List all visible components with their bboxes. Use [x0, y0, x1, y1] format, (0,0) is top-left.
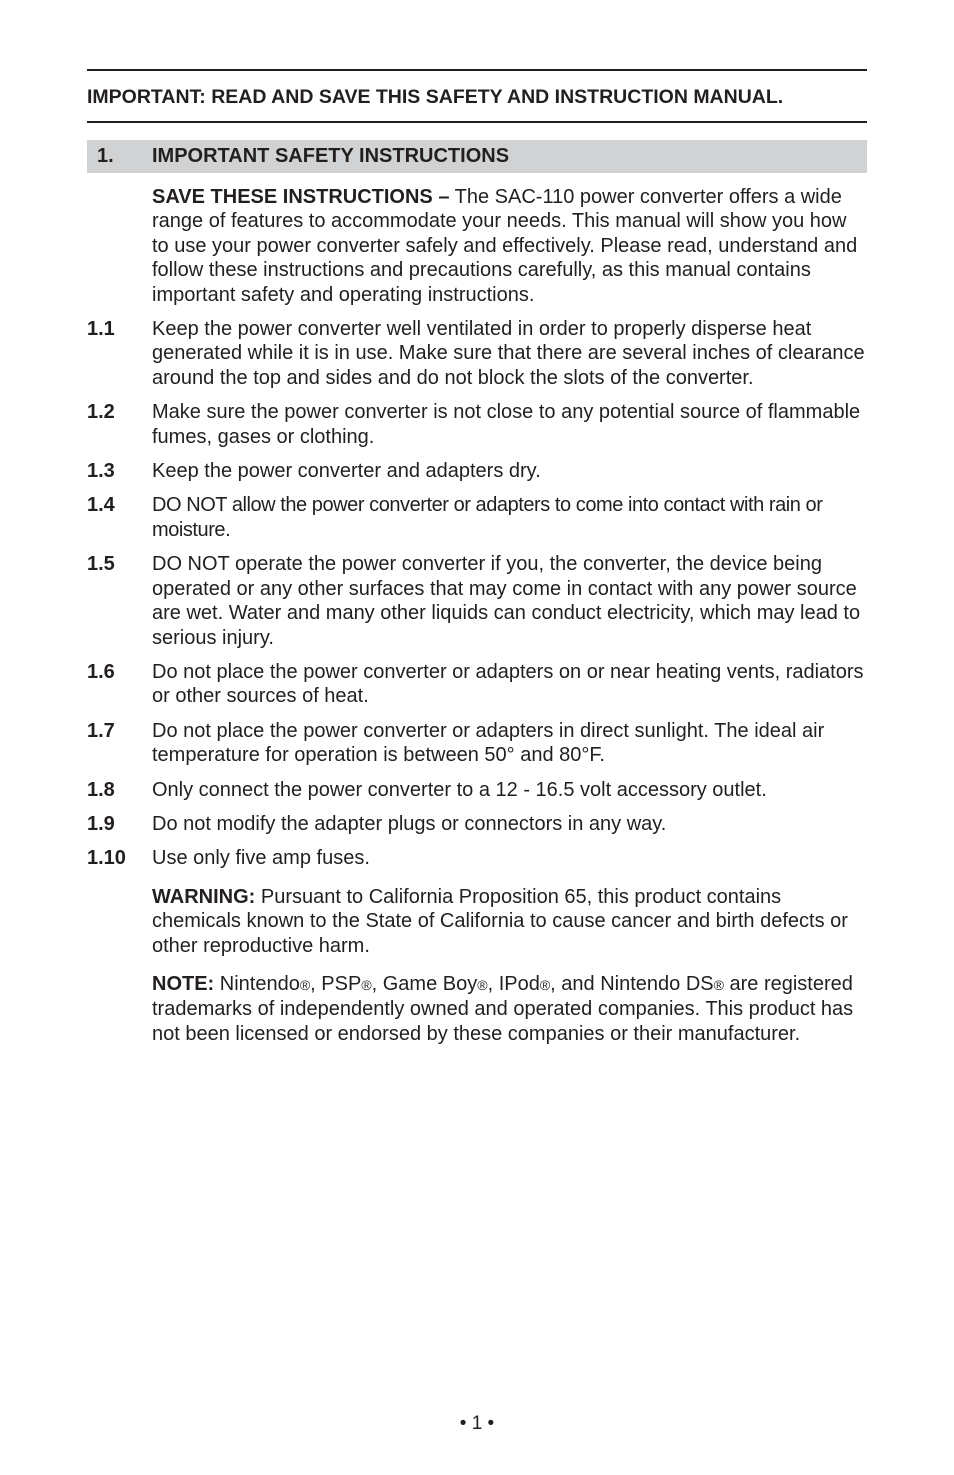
- registered-mark: ®: [361, 976, 372, 993]
- note-text: , and Nintendo DS: [550, 972, 714, 995]
- instruction-item: [87, 400, 867, 449]
- instruction-item: [87, 493, 867, 542]
- note-text: , IPod: [487, 972, 540, 995]
- warning-text: Pursuant to California Proposition 65, this product contains chemicals known to the State of California to cause cancer and birth defects or other reproductive harm.: [152, 885, 848, 957]
- item-number: 1.10: [87, 847, 126, 870]
- registered-mark: ®: [477, 976, 488, 993]
- intro-text: The SAC-110 power converter offers a wide range of features to accommodate your needs. This manual will show you how to use your power converter safely and effectively. Please read, understand and follow these instructions and precautions carefully, as this manual contains important safety and operating instructions.: [152, 186, 858, 306]
- note-text: are registered trademarks of independently owned and operated companies. This product has not been licensed or endorsed by these companies or their manufacturer.: [152, 972, 854, 1045]
- section-title: IMPORTANT SAFETY INSTRUCTIONS: [152, 145, 510, 167]
- item-number: 1.7: [87, 719, 115, 742]
- item-number: 1.3: [87, 460, 115, 483]
- item-text: Keep the power converter well ventilated in order to properly disperse heat generated while it is in use. Make sure that there are several inches of clearance around the top and sides and do not block the slots of the converter.: [152, 318, 865, 389]
- item-text: Make sure the power converter is not close to any potential source of flammable fumes, gases or clothing.: [152, 401, 861, 448]
- item-text: DO NOT operate the power converter if you, the converter, the device being operated or any other surfaces that may come in contact with any power source are wet. Water and many other liquids can conduct electricity, which may lead to serious injury.: [152, 553, 861, 649]
- registered-mark: ®: [539, 976, 551, 993]
- page-number: • 1 •: [459, 1413, 495, 1434]
- instruction-item: [87, 317, 867, 390]
- instruction-item: [87, 459, 867, 483]
- intro-paragraph: [152, 185, 867, 307]
- registered-mark: ®: [299, 976, 311, 993]
- note-text: , PSP: [310, 972, 362, 995]
- instruction-item: [87, 660, 867, 709]
- item-text: Use only five amp fuses.: [152, 847, 370, 870]
- item-number: 1.5: [87, 553, 115, 576]
- item-text: Keep the power converter and adapters dry.: [152, 460, 541, 483]
- item-text: Do not place the power converter or adapters in direct sunlight. The ideal air temperature for operation is between 50° and 80°F.: [152, 719, 825, 767]
- important-notice: IMPORTANT: READ AND SAVE THIS SAFETY AND INSTRUCTION MANUAL.: [87, 86, 784, 108]
- notice-rule: [87, 121, 867, 123]
- note-text: , Game Boy: [371, 972, 478, 995]
- warning-label: WARNING:: [152, 885, 256, 908]
- registered-mark: ®: [713, 976, 724, 993]
- instruction-item: [87, 552, 867, 650]
- intro-label: SAVE THESE INSTRUCTIONS –: [152, 186, 450, 208]
- item-text: Do not place the power converter or adapters on or near heating vents, radiators or other sources of heat.: [152, 660, 864, 708]
- item-number: 1.4: [87, 494, 115, 517]
- section-number: 1.: [97, 145, 114, 167]
- manual-page: [87, 69, 867, 1046]
- item-text: DO NOT allow the power converter or adapters to come into contact with rain or moisture.: [152, 494, 823, 541]
- warning-paragraph: [152, 885, 867, 958]
- item-number: 1.2: [87, 401, 115, 424]
- instruction-item: [87, 846, 867, 870]
- item-number: 1.9: [87, 812, 115, 835]
- note-paragraph: [152, 972, 867, 1046]
- instruction-item: [87, 778, 867, 802]
- instruction-item: [87, 719, 867, 768]
- item-number: 1.8: [87, 778, 115, 801]
- instruction-item: [87, 812, 867, 836]
- section-heading: [87, 140, 867, 173]
- note-label: NOTE:: [152, 972, 215, 995]
- item-number: 1.6: [87, 660, 115, 683]
- item-text: Only connect the power converter to a 12 - 16.5 volt accessory outlet.: [152, 778, 767, 801]
- item-number: 1.1: [87, 318, 115, 341]
- note-text: Nintendo: [214, 972, 300, 995]
- item-text: Do not modify the adapter plugs or connectors in any way.: [152, 812, 667, 835]
